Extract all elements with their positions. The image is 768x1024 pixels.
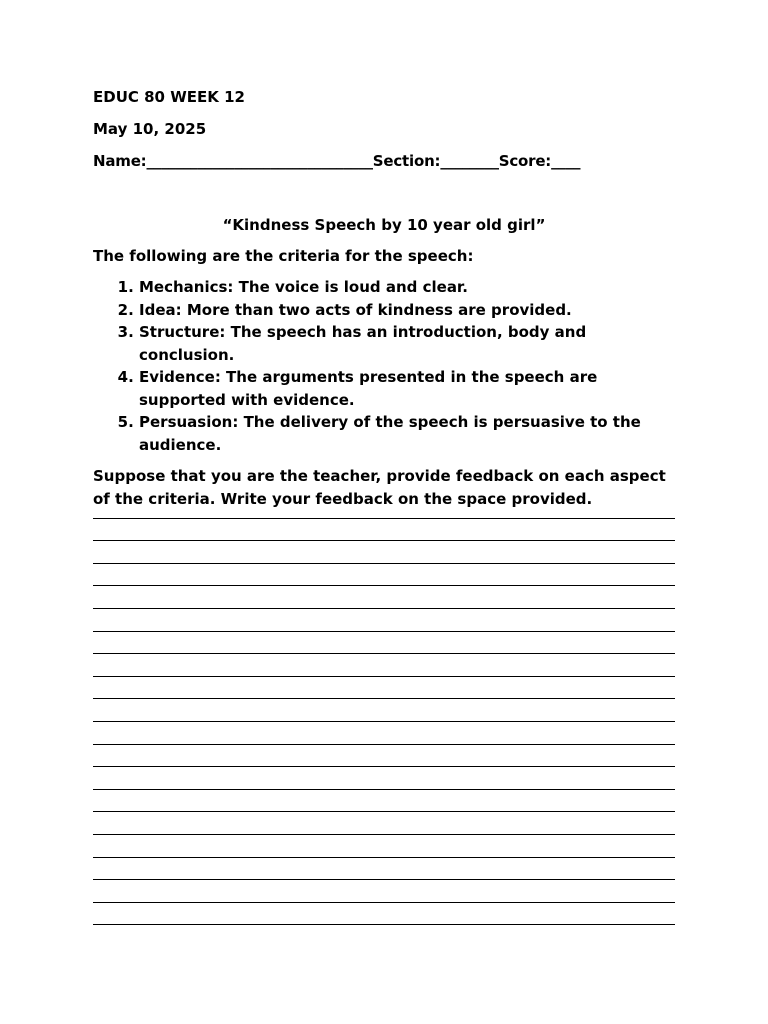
criteria-item-idea: 2. Idea: More than two acts of kindness are provided. [139, 299, 675, 322]
answer-line[interactable] [93, 632, 675, 655]
feedback-answer-space[interactable] [93, 496, 675, 925]
criteria-list [93, 276, 675, 456]
answer-line[interactable] [93, 835, 675, 858]
answer-line[interactable] [93, 654, 675, 677]
answer-line[interactable] [93, 790, 675, 813]
answer-line[interactable] [93, 880, 675, 903]
answer-line[interactable] [93, 812, 675, 835]
answer-line[interactable] [93, 496, 675, 519]
criteria-item-persuasion: 5. Persuasion: The delivery of the speech is persuasive to the audience. [139, 411, 675, 456]
speech-title: “Kindness Speech by 10 year old girl” [222, 216, 546, 234]
answer-line[interactable] [93, 745, 675, 768]
criteria-intro: The following are the criteria for the speech: [93, 247, 474, 265]
feedback-instructions: Suppose that you are the teacher, provide feedback on each aspect of the criteria. Write your feedback on the space provided. [93, 467, 666, 508]
answer-line[interactable] [93, 519, 675, 542]
course-heading: EDUC 80 WEEK 12 [93, 88, 245, 106]
answer-line[interactable] [93, 541, 675, 564]
answer-line[interactable] [93, 609, 675, 632]
answer-line[interactable] [93, 586, 675, 609]
answer-line[interactable] [93, 722, 675, 745]
answer-line[interactable] [93, 858, 675, 881]
answer-line[interactable] [93, 677, 675, 700]
worksheet [93, 85, 675, 510]
criteria-item-structure: 3. Structure: The speech has an introduction, body and conclusion. [139, 321, 675, 366]
name-section-score-line[interactable]: Name:_______________________________Section:________Score:____ [93, 152, 581, 170]
answer-line[interactable] [93, 903, 675, 926]
criteria-item-evidence: 4. Evidence: The arguments presented in the speech are supported with evidence. [139, 366, 675, 411]
criteria-item-mechanics: 1. Mechanics: The voice is loud and clear. [139, 276, 675, 299]
answer-line[interactable] [93, 564, 675, 587]
answer-line[interactable] [93, 699, 675, 722]
date-line: May 10, 2025 [93, 120, 207, 138]
answer-line[interactable] [93, 767, 675, 790]
